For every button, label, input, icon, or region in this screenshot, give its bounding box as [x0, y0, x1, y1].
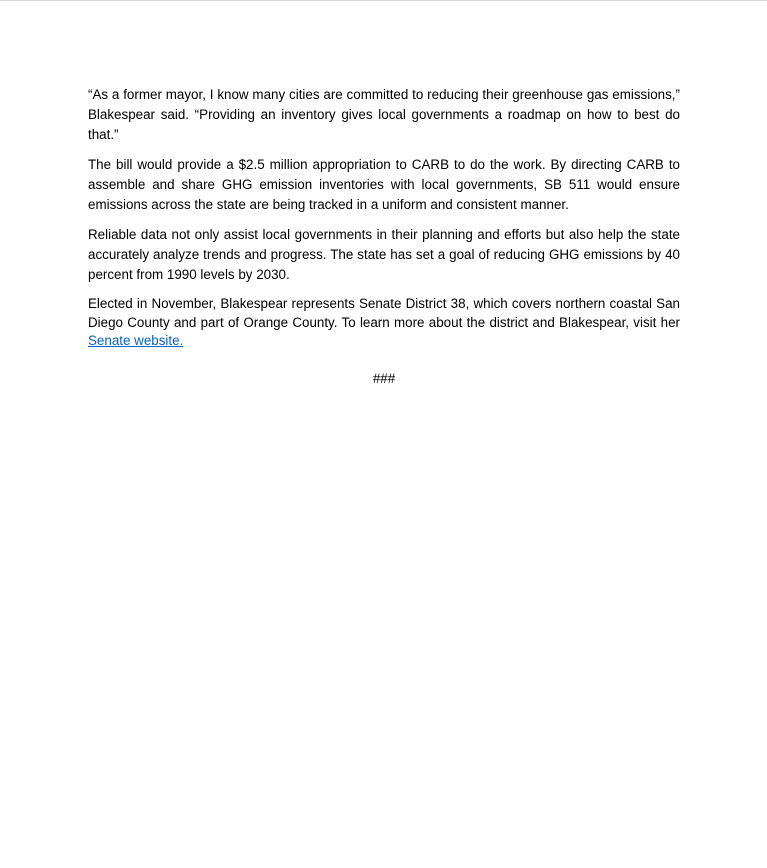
district-paragraph — [88, 295, 680, 351]
district-paragraph-text: Elected in November, Blakespear represents Senate District 38, which covers northern coastal San Diego County and part of Orange County. To learn more about the district and Blakespear, visit her — [88, 296, 680, 330]
appropriation-paragraph: The bill would provide a $2.5 million appropriation to CARB to do the work. By directing CARB to assemble and share GHG emission inventories with local governments, SB 511 would ensure emissions across the state are being tracked in a uniform and consistent manner. — [88, 157, 680, 212]
end-mark: ### — [372, 370, 396, 386]
data-paragraph: Reliable data not only assist local governments in their planning and efforts but also help the state accurately analyze trends and progress. The state has set a goal of reducing GHG emissions by 40 percent from 1990 levels by 2030. — [88, 227, 680, 282]
page-top-border — [0, 0, 767, 1]
senate-website-link[interactable]: Senate website. — [88, 333, 184, 348]
document-page — [88, 85, 680, 399]
quote-paragraph: “As a former mayor, I know many cities are committed to reducing their greenhouse gas emissions,” Blakespear said. “Providing an inventory gives local governments a roadmap on how to best do that.” — [88, 87, 680, 142]
